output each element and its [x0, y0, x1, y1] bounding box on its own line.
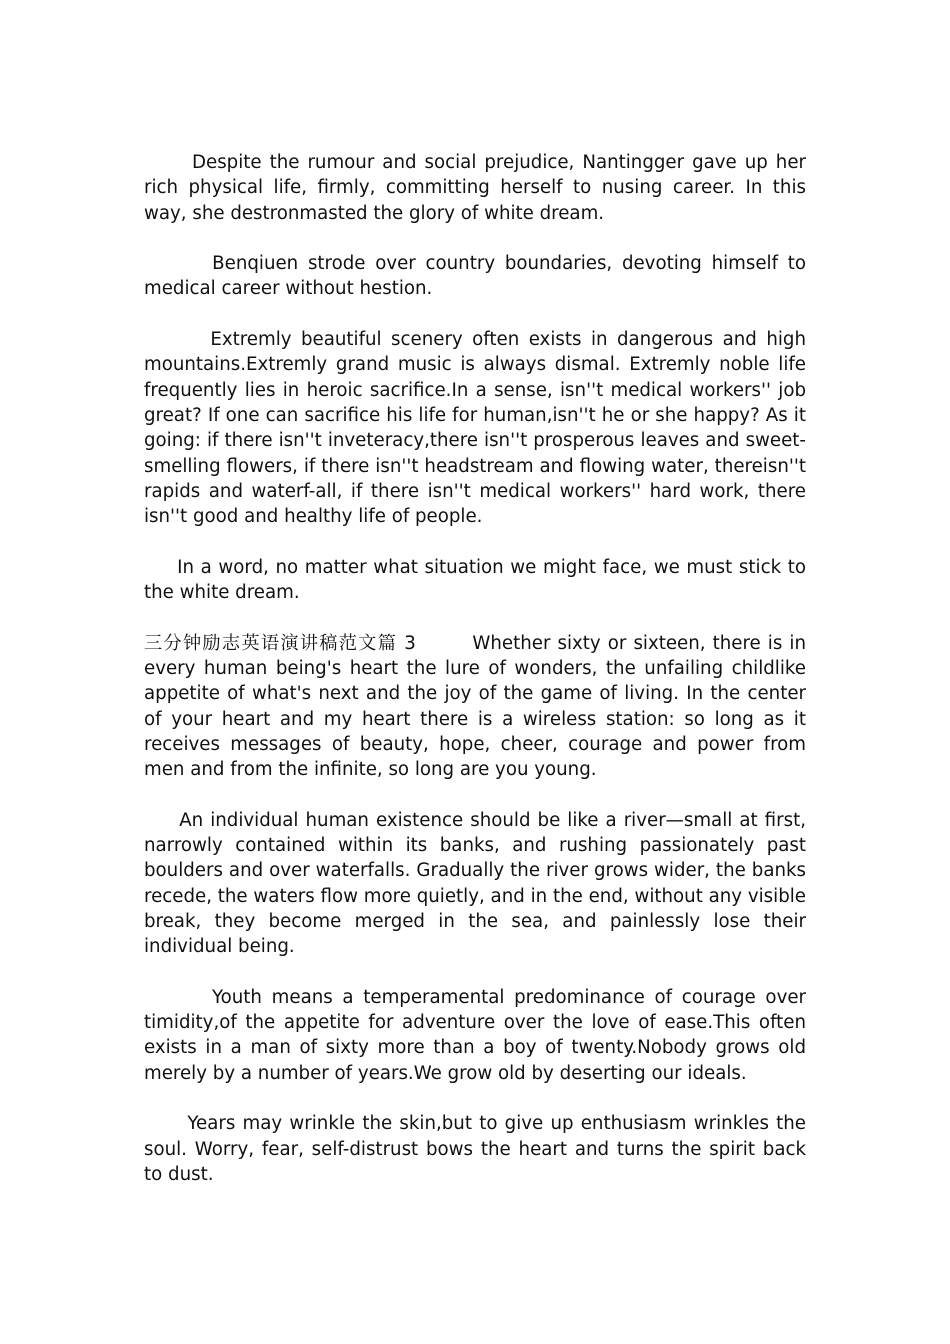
paragraph-bethune: Benqiuen strode over country boundaries, devoting himself to medical career without hestion. — [144, 253, 812, 300]
document-body — [144, 150, 812, 1187]
paragraph-river: An individual human existence should be like a river—small at first, narrowly contained within its banks, and rushing passionately past boulders and over waterfalls. Gradually the river grows wider, the banks recede, the waters flow more quietly, and in the end, without any visible break, they become merged in the sea, and painlessly lose their individual being. — [144, 809, 812, 958]
paragraph-medical-workers: Extremly beautiful scenery often exists in dangerous and high mountains.Extremly grand music is always dismal. Extremly noble life frequently lies in heroic sacrifice.In a sense, isn''t medical workers'' job great? If one can sacrifice his life for human,isn''t he or she happy? As it going: if there isn''t inveteracy,there isn''t prosperous leaves and sweet-smelling flowers, if there isn''t headstream and flowing water, thereisn''t rapids and waterf-all, if there isn''t medical workers'' hard work, there isn''t good and healthy life of people. — [144, 329, 812, 528]
paragraph-white-dream: In a word, no matter what situation we might face, we must stick to the white dream. — [144, 556, 812, 604]
paragraph-nightingale: Despite the rumour and social prejudice, Nantingger gave up her rich physical life, firmly, committing herself to nusing career. In this way, she destronmasted the glory of white dream. — [144, 152, 812, 224]
paragraph-speech-3-intro: 三分钟励志英语演讲稿范文篇 3 Whether sixty or sixteen, there is in every human being's heart the lure of wonders, the unfailing childlike appetite of what's next and the joy of the game of living. In the center of your heart and my heart there is a wireless station: so long as it receives messages of beauty, hope, cheer, courage and power from men and from the infinite, so long are you young. — [144, 632, 812, 781]
paragraph-years: Years may wrinkle the skin,but to give up enthusiasm wrinkles the soul. Worry, fear, self-distrust bows the heart and turns the spirit back to dust. — [144, 1113, 812, 1185]
paragraph-youth: Youth means a temperamental predominance of courage over timidity,of the appetite for adventure over the love of ease.This often exists in a man of sixty more than a boy of twenty.Nobody grows old merely by a number of years.We grow old by deserting our ideals. — [144, 986, 812, 1084]
